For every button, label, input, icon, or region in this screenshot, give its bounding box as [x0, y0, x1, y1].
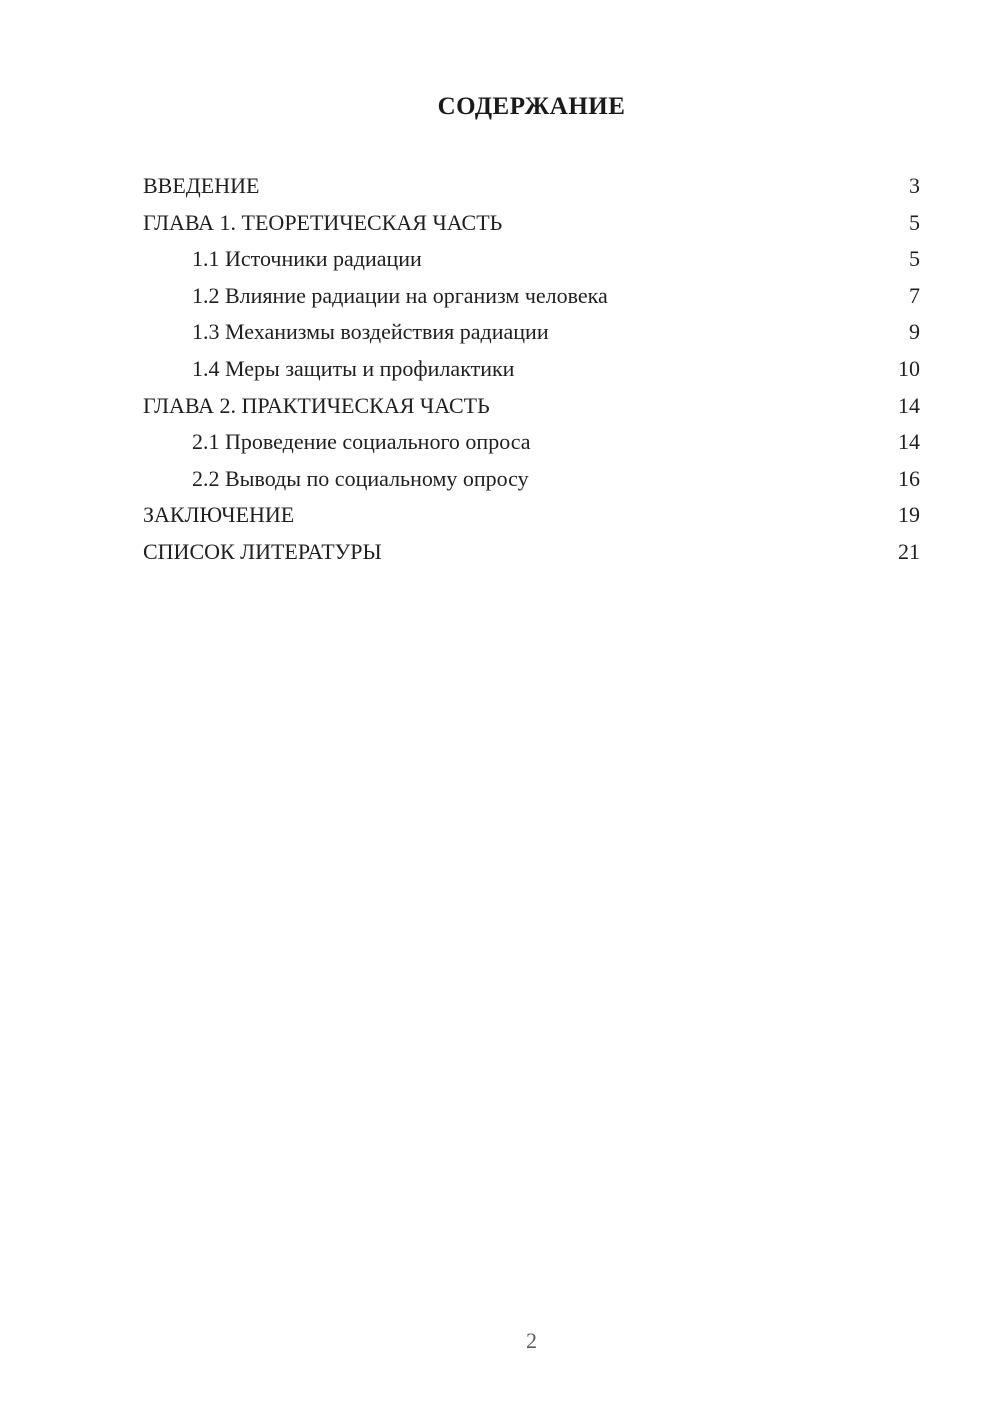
toc-entry [143, 461, 920, 498]
toc-entry-label: 1.3 Механизмы воздействия радиации [192, 319, 549, 345]
toc-entry [143, 351, 920, 388]
toc-entry-page: 21 [898, 538, 920, 564]
toc-entry-label: 1.1 Источники радиации [192, 246, 422, 272]
toc-entry-label: 2.2 Выводы по социальному опросу [192, 465, 529, 491]
toc-entry-label: 1.2 Влияние радиации на организм человека [192, 282, 608, 308]
toc-entry-page: 3 [909, 173, 920, 198]
toc-entry-page: 5 [909, 209, 920, 235]
toc-entry-page: 19 [898, 502, 920, 528]
toc-entry-label: ГЛАВА 2. ПРАКТИЧЕСКАЯ ЧАСТЬ [143, 392, 490, 418]
toc-entry-page: 14 [898, 429, 920, 455]
toc-entry-label: СПИСОК ЛИТЕРАТУРЫ [143, 538, 382, 564]
toc-entry-label: ВВЕДЕНИЕ [143, 173, 260, 198]
toc-entry-page: 5 [909, 246, 920, 272]
toc-entry [143, 497, 920, 534]
toc-entry-page: 9 [909, 319, 920, 345]
toc-entry-label: ГЛАВА 1. ТЕОРЕТИЧЕСКАЯ ЧАСТЬ [143, 209, 503, 235]
table-of-contents [143, 168, 920, 571]
toc-entry [143, 314, 920, 351]
toc-entry [143, 424, 920, 461]
toc-entry [143, 241, 920, 278]
page-title: СОДЕРЖАНИЕ [437, 93, 626, 120]
toc-entry-page: 14 [898, 392, 920, 418]
footer-page-number: 2 [526, 1328, 537, 1353]
toc-entry-page: 10 [898, 355, 920, 381]
toc-entry-page: 16 [898, 465, 920, 491]
toc-entry [143, 205, 920, 242]
toc-entry-label: 2.1 Проведение социального опроса [192, 429, 531, 455]
toc-entry-page: 7 [909, 282, 920, 308]
toc-entry [143, 388, 920, 425]
toc-entry-label: ЗАКЛЮЧЕНИЕ [143, 502, 295, 528]
toc-entry [143, 534, 920, 571]
document-content [143, 0, 920, 571]
toc-entry [143, 168, 920, 205]
toc-entry [143, 278, 920, 315]
toc-entry-label: 1.4 Меры защиты и профилактики [192, 355, 515, 381]
